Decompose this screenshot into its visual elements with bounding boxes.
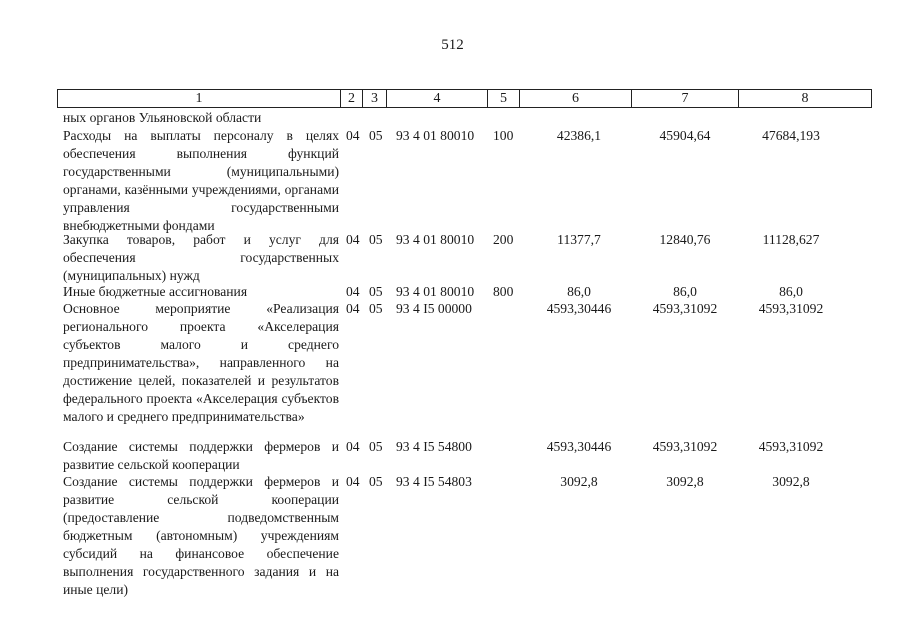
row-1-col-6: 42386,1 <box>556 128 602 143</box>
row-3-col-7: 86,0 <box>673 284 697 299</box>
row-3-col-5: 800 <box>493 284 514 299</box>
row-3-col-3: 05 <box>369 284 383 299</box>
row-2-description: Закупка товаров, работ и услуг для обеспечения государственных (муниципальных) нужд <box>63 232 339 283</box>
row-5-description: Создание системы поддержки фермеров и развитие сельской кооперации <box>63 439 339 472</box>
row-3-col-6: 86,0 <box>567 284 591 299</box>
header-col-5: 5 <box>488 90 520 107</box>
row-4-description: Основное мероприятие «Реализация регионального проекта «Акселерация субъектов малого и среднего предпринимательства», направленного на достижение целей, показателей и результатов федерального проекта «Акселерация субъектов малого и среднего предпринимательства» <box>63 301 339 424</box>
row-5-col-2: 04 <box>346 439 360 454</box>
row-2-col-4: 93 4 01 80010 <box>396 232 475 247</box>
row-4-col-4: 93 4 I5 00000 <box>396 301 472 316</box>
row-1-description: Расходы на выплаты персоналу в целях обеспечения выполнения функций государственными (муниципальными) органами, казёнными учреждениями, органами управления государственными внебюджетными фондами <box>63 128 339 233</box>
row-2-col-3: 05 <box>369 232 383 247</box>
row-1-col-3: 05 <box>369 128 383 143</box>
row-3-col-8: 86,0 <box>779 284 803 299</box>
table-header <box>57 89 872 108</box>
header-col-4: 4 <box>387 90 488 107</box>
row-2-col-5: 200 <box>493 232 514 247</box>
row-6-col-3: 05 <box>369 474 383 489</box>
row-1-col-8: 47684,193 <box>762 128 820 143</box>
row-2-col-2: 04 <box>346 232 360 247</box>
row-3-col-2: 04 <box>346 284 360 299</box>
row-1-col-5: 100 <box>493 128 514 143</box>
row-4-col-6: 4593,30446 <box>546 301 612 316</box>
row-3-description: Иные бюджетные ассигнования <box>63 284 248 299</box>
row-6-col-6: 3092,8 <box>560 474 598 489</box>
row-6-col-8: 3092,8 <box>772 474 810 489</box>
row-2-col-7: 12840,76 <box>659 232 711 247</box>
row-2-col-8: 11128,627 <box>762 232 820 247</box>
row-5-col-4: 93 4 I5 54800 <box>396 439 472 454</box>
row-1-col-4: 93 4 01 80010 <box>396 128 475 143</box>
header-col-3: 3 <box>363 90 387 107</box>
row-1-col-7: 45904,64 <box>659 128 711 143</box>
header-col-6: 6 <box>520 90 632 107</box>
row-0-description: ных органов Ульяновской области <box>63 110 262 125</box>
row-4-col-2: 04 <box>346 301 360 316</box>
header-col-2: 2 <box>341 90 363 107</box>
page-number: 512 <box>441 37 464 53</box>
row-2-col-6: 11377,7 <box>557 232 601 247</box>
row-5-col-3: 05 <box>369 439 383 454</box>
row-6-col-4: 93 4 I5 54803 <box>396 474 472 489</box>
row-5-col-8: 4593,31092 <box>758 439 824 454</box>
row-6-col-7: 3092,8 <box>666 474 704 489</box>
row-6-description: Создание системы поддержки фермеров и развитие сельской кооперации (предоставление подведомственным бюджетным (автономным) учреждениям субсидий на финансовое обеспечение выполнения государственного задания и на иные цели) <box>63 474 339 597</box>
row-4-col-8: 4593,31092 <box>758 301 824 316</box>
row-1-col-2: 04 <box>346 128 360 143</box>
row-3-col-4: 93 4 01 80010 <box>396 284 475 299</box>
row-6-col-2: 04 <box>346 474 360 489</box>
header-col-1: 1 <box>58 90 341 107</box>
row-5-col-7: 4593,31092 <box>652 439 718 454</box>
header-col-8: 8 <box>801 91 809 106</box>
header-col-7: 7 <box>632 90 739 107</box>
row-4-col-3: 05 <box>369 301 383 316</box>
row-5-col-6: 4593,30446 <box>546 439 612 454</box>
row-4-col-7: 4593,31092 <box>652 301 718 316</box>
